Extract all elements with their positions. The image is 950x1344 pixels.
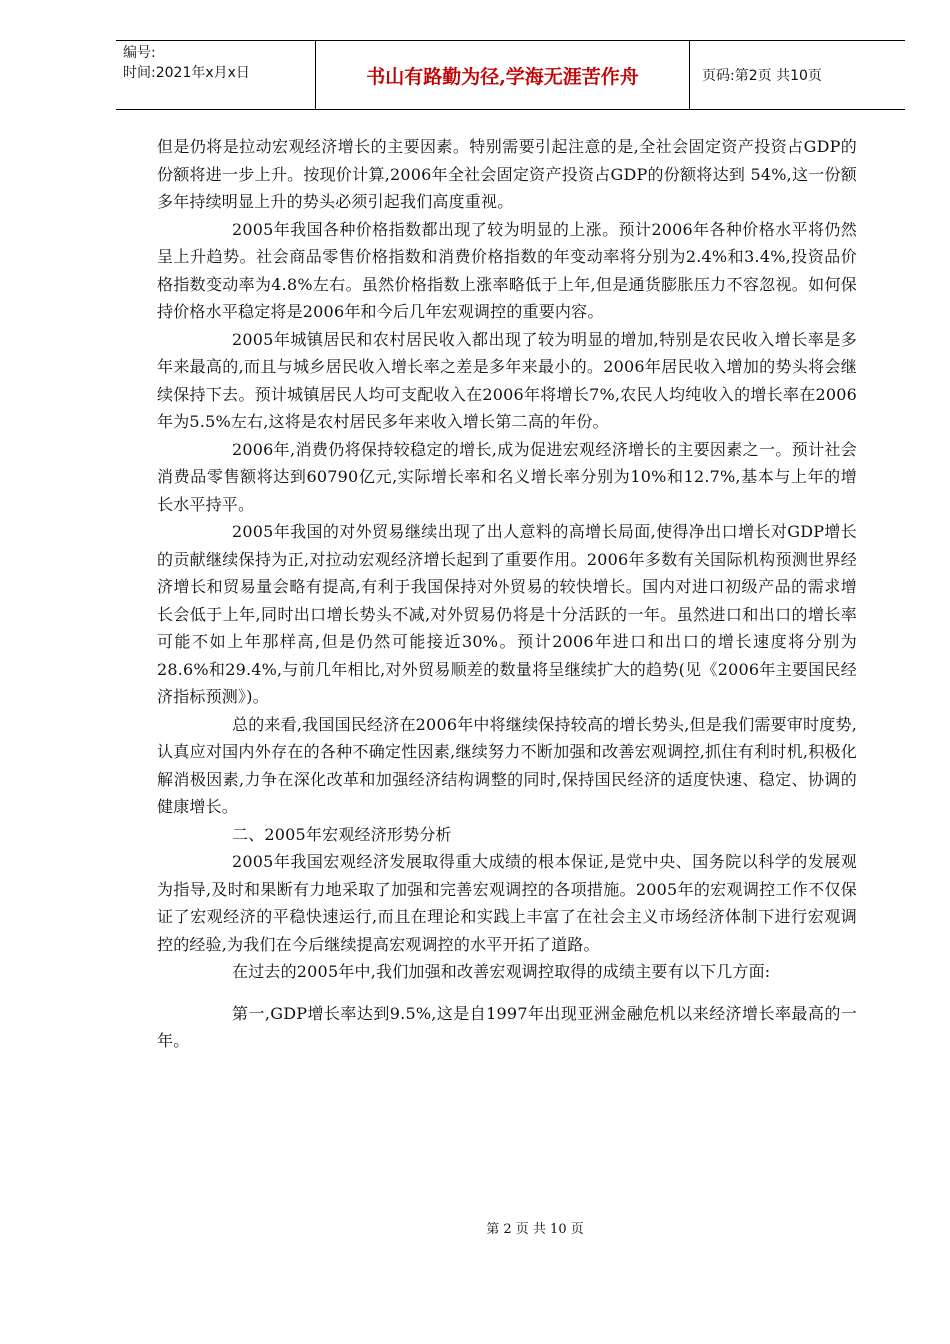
document-time-label: 时间:2021年x月x日 bbox=[123, 65, 250, 81]
paragraph: 总的来看,我国国民经济在2006年中将继续保持较高的增长势头,但是我们需要审时度势,认真应对国内外存在的各种不确定性因素,继续努力不断加强和改善宏观调控,抓住有利时机,积极化解消极因素,力争在深化改革和加强经济结构调整的同时,保持国民经济的适度快速、稳定、协调的健康增长。 bbox=[157, 714, 857, 816]
paragraph: 第一,GDP增长率达到9.5%,这是自1997年出现亚洲金融危机以来经济增长率最高的一年。 bbox=[157, 1003, 857, 1050]
header-meta bbox=[116, 41, 315, 109]
header-motto: 书山有路勤为径,学海无涯苦作舟 bbox=[315, 41, 690, 109]
document-number-label: 编号: bbox=[123, 45, 156, 61]
paragraph: 2005年我国宏观经济发展取得重大成绩的根本保证,是党中央、国务院以科学的发展观为指导,及时和果断有力地采取了加强和完善宏观调控的各项措施。2005年的宏观调控工作不仅保证了宏观经济的平稳快速运行,而且在理论和实践上丰富了在社会主义市场经济体制下进行宏观调控的经验,为我们在今后继续提高宏观调控的水平开拓了道路。 bbox=[157, 852, 857, 954]
document-body bbox=[157, 133, 857, 1055]
paragraph: 2005年城镇居民和农村居民收入都出现了较为明显的增加,特别是农民收入增长率是多年来最高的,而且与城乡居民收入增长率之差是多年来最小的。2006年居民收入增加的势头将会继续保持下去。预计城镇居民人均可支配收入在2006年将增长7%,农民人均纯收入的增长率在2006年为5.5%左右,这将是农村居民多年来收入增长第二高的年份。 bbox=[157, 329, 857, 431]
section-heading: 二、2005年宏观经济形势分析 bbox=[232, 824, 452, 844]
paragraph: 2005年我国的对外贸易继续出现了出人意料的高增长局面,使得净出口增长对GDP增长的贡献继续保持为正,对拉动宏观经济增长起到了重要作用。2006年多数有关国际机构预测世界经济增长和贸易量会略有提高,有利于我国保持对外贸易的较快增长。国内对进口初级产品的需求增长会低于上年,同时出口增长势头不减,对外贸易仍将是十分活跃的一年。虽然进口和出口的增长率可能不如上年那样高,但是仍然可能接近30%。预计2006年进口和出口的增长速度将分别为28.6%和29.4%,与前几年相比,对外贸易顺差的数量将呈继续扩大的趋势(见《2006年主要国民经济指标预测》)。 bbox=[157, 522, 857, 706]
header-page-info: 页码:第2页 共10页 bbox=[702, 68, 822, 84]
paragraph: 在过去的2005年中,我们加强和改善宏观调控取得的成绩主要有以下几方面: bbox=[232, 962, 771, 981]
paragraph: 2006年,消费仍将保持较稳定的增长,成为促进宏观经济增长的主要因素之一。预计社会消费品零售额将达到60790亿元,实际增长率和名义增长率分别为10%和12.7%,基本与上年的增长水平持平。 bbox=[157, 439, 857, 514]
paragraph: 2005年我国各种价格指数都出现了较为明显的上涨。预计2006年各种价格水平将仍然呈上升趋势。社会商品零售价格指数和消费价格指数的年变动率将分别为2.4%和3.4%,投资品价格指数变动率为4.8%左右。虽然价格指数上涨率略低于上年,但是通货膨胀压力不容忽视。如何保持价格水平稳定将是2006年和今后几年宏观调控的重要内容。 bbox=[157, 219, 857, 321]
paragraph: 但是仍将是拉动宏观经济增长的主要因素。特别需要引起注意的是,全社会固定资产投资占GDP的份额将进一步上升。按现价计算,2006年全社会固定资产投资占GDP的份额将达到 54%,这一份额多年持续明显上升的势头必须引起我们高度重视。 bbox=[157, 137, 857, 211]
page-header bbox=[116, 40, 905, 110]
page-footer: 第 2 页 共 10 页 bbox=[486, 1222, 584, 1237]
